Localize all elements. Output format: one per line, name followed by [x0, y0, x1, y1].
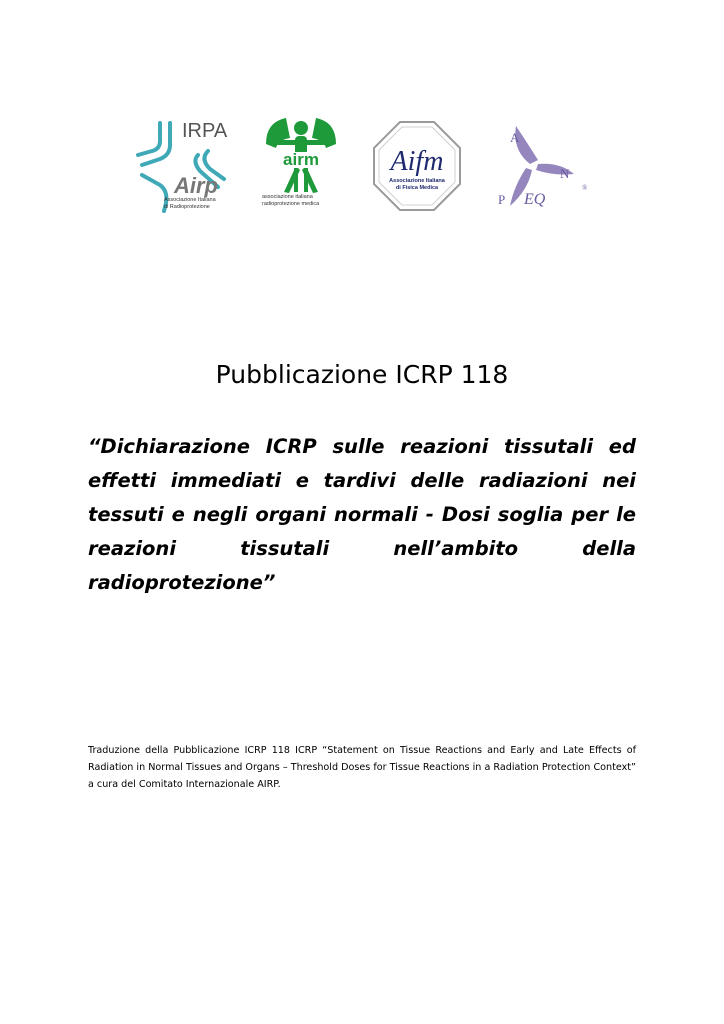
logo-strip [0, 0, 724, 230]
airm-caption-line2: radioprotezione medica [262, 201, 320, 207]
svg-text:airm: airm [283, 150, 319, 169]
svg-text:N: N [560, 166, 570, 181]
svg-text:A: A [510, 130, 520, 145]
svg-text:Associazione Italiana: Associazione Italiana [389, 178, 445, 184]
document-subtitle: “Dichiarazione ICRP sulle reazioni tissutali ed effetti immediati e tardivi delle radiazioni nei tessuti e negli organi normali - Dosi soglia per le reazioni tissutali nell’ambito della radioprotezione” [88, 435, 636, 594]
irpa-airp-logo [130, 115, 230, 215]
anpeq-triskelion-icon [484, 120, 594, 212]
svg-text:P: P [498, 192, 506, 207]
svg-text:Airp: Airp [174, 173, 218, 198]
anpeq-logo [484, 120, 594, 212]
svg-text:Aifm: Aifm [390, 146, 444, 177]
airm-caption-line1: associazione italiana [262, 194, 313, 200]
svg-text:®: ® [582, 184, 588, 192]
svg-text:di Fisica Medica: di Fisica Medica [395, 185, 439, 191]
vitruvian-man-icon [256, 116, 346, 196]
svg-text:EQ: EQ [524, 191, 546, 208]
translation-note: Traduzione della Pubblicazione ICRP 118 ICRP “Statement on Tissue Reactions and Early and Late Effects of Radiation in Normal Tissues and Organs – Threshold Doses for Tissue Reactions in a Radiation Protection Context” a cura del Comitato Internazionale AIRP. [88, 745, 636, 790]
aifm-logo [372, 120, 462, 212]
irpa-caption-line2: di Radioprotezione [164, 204, 210, 210]
aifm-octagon-icon [372, 120, 462, 212]
irpa-caption-line1: Associazione Italiana [164, 197, 216, 203]
page-title: Pubblicazione ICRP 118 [215, 360, 509, 389]
airm-logo [256, 116, 346, 212]
svg-text:IRPA: IRPA [182, 120, 228, 142]
